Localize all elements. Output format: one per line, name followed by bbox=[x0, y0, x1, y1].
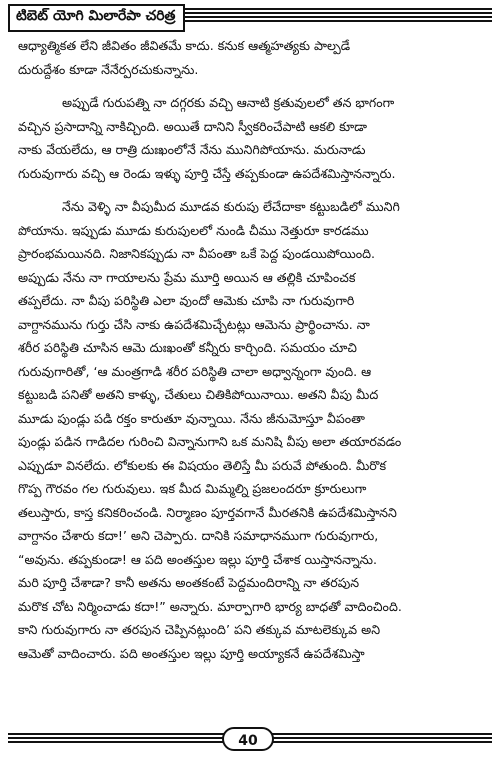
paragraph-3 bbox=[18, 195, 492, 665]
text-line: కట్టుబడి పనితో అతని కాళ్ళు, చేతులు చితికిపోయినాయి. అతని వీపు మీద bbox=[18, 387, 379, 402]
text-line: మరొక చోట నిర్మించాడు కదా!” అన్నారు. మార్పాగారి భార్య బాధతో వాదించింది. bbox=[18, 598, 402, 614]
text-line: కాని గురువుగారు నా తరపున చెప్పినట్లుంది’ పని తక్కువ మాటలెక్కువ అని bbox=[18, 622, 381, 637]
text-line: గురువుగారు వచ్చి ఆ రెండు ఇళ్ళు పూర్తి చేస్తే తప్పకుండా ఉపదేశమిస్తానన్నారు. bbox=[18, 165, 396, 181]
text-line: శరీర పరిస్థితి చూసిన ఆమె దుఃఖంతో కన్నీరు కార్చింది. సమయం చూచి bbox=[18, 340, 357, 355]
text-line: అప్పుడే గురుపత్ని నా దగ్గరకు వచ్చి ఆనాటి క్రతువులలో తన భాగంగా bbox=[62, 95, 395, 110]
page-body bbox=[18, 34, 492, 675]
text-line: మూడు పుండ్లు పడి రక్తం కారుతూ వున్నాయి. నేను జీనుమోస్తూ వీపంతా bbox=[18, 410, 365, 426]
text-line: వాగ్దానమును గుర్తు చేసి నాకు ఉపదేశమిచ్చేటట్లు ఆమెను ప్రార్థించాను. నా bbox=[18, 316, 370, 332]
paragraph-2 bbox=[18, 91, 492, 185]
running-header bbox=[8, 4, 492, 30]
text-line: నేను వెళ్ళి నా వీపుమీద మూడవ కురుపు లేచేదాకా కట్టుబడిలో మునిగి bbox=[62, 199, 400, 214]
text-line: ఆమెతో వాదించారు. పది అంతస్తుల ఇల్లు పూర్తి అయ్యాకనే ఉపదేశమిస్తా bbox=[18, 645, 365, 661]
text-line: నాకు వేయలేదు, ఆ రాత్రి దుఃఖంలోనే నేను మునిగిపోయాను. మరునాడు bbox=[18, 142, 366, 157]
text-line: గురువుగారితో, ‘ఆ మంత్రగాడి శరీర పరిస్థితి చాలా అధ్వాన్నంగా వుంది. ఆ bbox=[18, 363, 372, 379]
text-line: ఆధ్యాత్మికత లేని జీవితం జీవితమే కాదు. కనుక ఆత్మహత్యకు పాల్పడే bbox=[18, 38, 351, 53]
text-line: అప్పుడు నేను నా గాయాలను ప్రేమ మూర్తి అయిన ఆ తల్లికి చూపించక bbox=[18, 269, 356, 285]
text-line: ఎప్పుడూ వినలేదు. లోకులకు ఈ విషయం తెలిస్తే మీ పరువే పోతుంది. మీరొక bbox=[18, 457, 387, 473]
text-line: మరి పూర్తి చేశాడా? కానీ అతను అంతకంటే పెద్దమందిరాన్ని నా తరపున bbox=[18, 575, 360, 590]
book-title: టిబెట్ యోగి మిలారేపా చరిత్ర bbox=[8, 4, 185, 32]
text-line: తప్పలేదు. నా వీపు పరిస్థితి ఎలా వుందో ఆమెకు చూపి నా గురువుగారి bbox=[18, 293, 355, 308]
text-line: తలుస్తారు, కాస్త కనికరించండి. నిర్మాణం పూర్తవగానే మీరతనికి ఉపదేశమిస్తానని bbox=[18, 504, 397, 520]
text-line: పుండ్లు పడిన గాడిదల గురించి విన్నానుగాని ఒక మనిషి వీపు అలా తయారవడం bbox=[18, 434, 402, 449]
text-line: దురుద్దేశం కూడా నేనేర్పరచుకున్నాను. bbox=[18, 61, 199, 77]
text-line: వాగ్దానం చేశారు కదా!’ అని చెప్పారు. దానికి సమాధానముగా గురువుగారు, bbox=[18, 528, 379, 543]
text-line: ప్రారంభమయినది. నిజానికప్పుడు నా వీపంతా ఒకే పెద్ద పుండయిపోయింది. bbox=[18, 246, 376, 261]
page-number: 40 bbox=[222, 727, 274, 751]
text-line: వచ్చిన ప్రసాదాన్ని నాకిచ్చింది. అయితే దానిని స్వీకరించేపాటి ఆకలి కూడా bbox=[18, 118, 367, 134]
text-line: “అవును. తప్పకుండా! ఆ పది అంతస్తుల ఇల్లు పూర్తి చేశాక యిస్తానన్నాను. bbox=[18, 551, 377, 567]
paragraph-1 bbox=[18, 34, 492, 81]
text-line: గొప్ప గౌరవం గల గురువులు. ఇక మీద మిమ్మల్ని ప్రజలందరూ క్రూరులుగా bbox=[18, 481, 367, 496]
text-line: పోయాను. ఇప్పుడు మూడు కురుపులలో నుండి చీము నెత్తురూ కారడము bbox=[18, 222, 369, 238]
page-footer bbox=[8, 727, 492, 753]
